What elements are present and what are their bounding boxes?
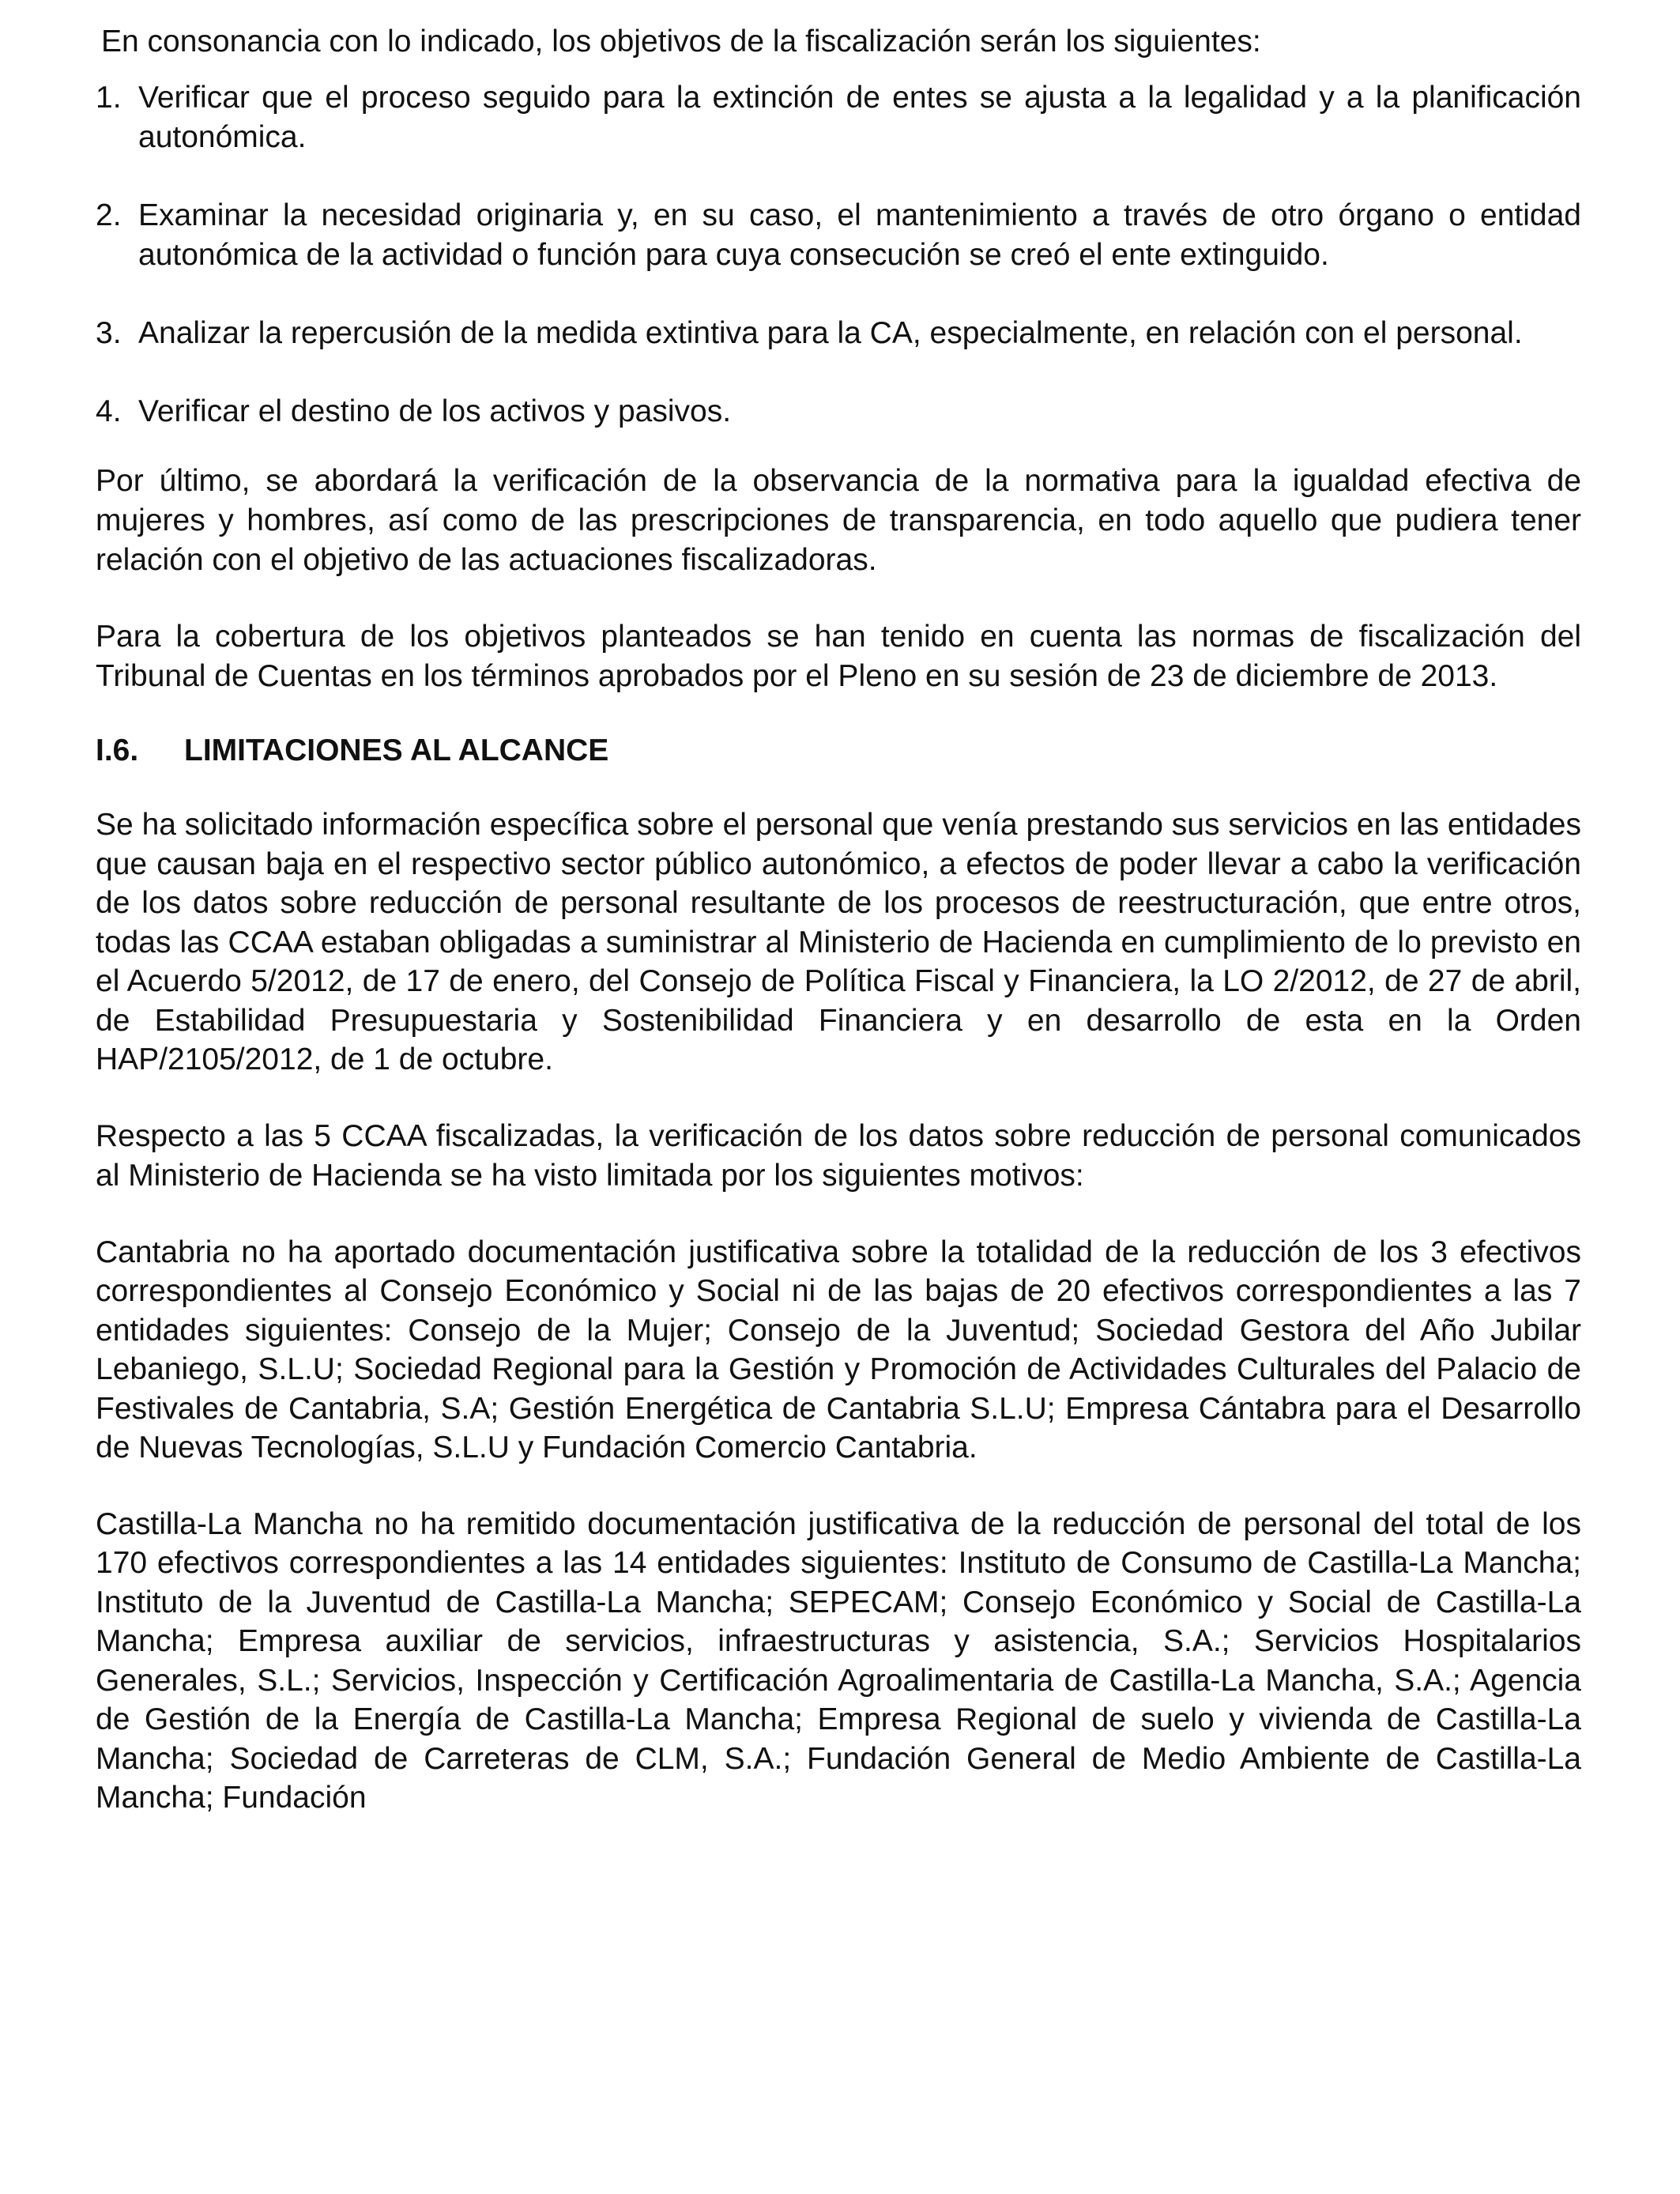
list-item xyxy=(96,78,1581,157)
list-item-text: Verificar el destino de los activos y pasivos. xyxy=(138,394,732,428)
list-item-number: 2. xyxy=(96,198,122,232)
information-request-paragraph: Se ha solicitado información específica sobre el personal que venía prestando sus servicios en las entidades que causan baja en el respectivo sector público autonómico, a efectos de poder llevar a cabo la verificación de los datos sobre reducción de personal resultante de los procesos de reestructuración, que entre otros, todas las CCAA estaban obligadas a suministrar al Ministerio de Hacienda en cumplimiento de lo previsto en el Acuerdo 5/2012, de 17 de enero, del Consejo de Política Fiscal y Financiera, la LO 2/2012, de 27 de abril, de Estabilidad Presupuestaria y Sostenibilidad Financiera y en desarrollo de esta en la Orden HAP/2105/2012, de 1 de octubre. xyxy=(96,808,1581,1076)
section-title: LIMITACIONES AL ALCANCE xyxy=(184,733,609,767)
list-item-text: Analizar la repercusión de la medida extintiva para la CA, especialmente, en relación con el personal. xyxy=(138,316,1523,350)
castilla-la-mancha-paragraph: Castilla-La Mancha no ha remitido documentación justificativa de la reducción de personal del total de los 170 efectivos correspondientes a las 14 entidades siguientes: Instituto de Consumo de Castilla-La Mancha; Instituto de la Juventud de Castilla-La Mancha; SEPECAM; Consejo Económico y Social de Castilla-La Mancha; Empresa auxiliar de servicios, infraestructuras y asistencia, S.A.; Servicios Hospitalarios Generales, S.L.; Servicios, Inspección y Certificación Agroalimentaria de Castilla-La Mancha, S.A.; Agencia de Gestión de la Energía de Castilla-La Mancha; Empresa Regional de suelo y vivienda de Castilla-La Mancha; Sociedad de Carreteras de CLM, S.A.; Fundación General de Medio Ambiente de Castilla-La Mancha; Fundación xyxy=(96,1506,1581,1815)
list-item xyxy=(96,314,1581,353)
list-item xyxy=(96,196,1581,275)
ccaa-paragraph: Respecto a las 5 CCAA fiscalizadas, la verificación de los datos sobre reducción de personal comunicados al Ministerio de Hacienda se ha visto limitada por los siguientes motivos: xyxy=(96,1118,1581,1193)
objectives-list xyxy=(96,78,1581,432)
standards-paragraph: Para la cobertura de los objetivos planteados se han tenido en cuenta las normas de fiscalización del Tribunal de Cuentas en los términos aprobados por el Pleno en su sesión de 23 de diciembre de 2013. xyxy=(96,620,1581,693)
list-item xyxy=(96,392,1581,432)
document-page xyxy=(96,22,1581,1855)
intro-paragraph: En consonancia con lo indicado, los objetivos de la fiscalización serán los siguientes: xyxy=(101,25,1261,58)
section-number: I.6. xyxy=(96,733,139,767)
list-item-number: 4. xyxy=(96,394,122,428)
cantabria-paragraph: Cantabria no ha aportado documentación justificativa sobre la totalidad de la reducción de los 3 efectivos correspondientes al Consejo Económico y Social ni de las bajas de 20 efectivos correspondientes a las 7 entidades siguientes: Consejo de la Mujer; Consejo de la Juventud; Sociedad Gestora del Año Jubilar Lebaniego, S.L.U; Sociedad Regional para la Gestión y Promoción de Actividades Culturales del Palacio de Festivales de Cantabria, S.A; Gestión Energética de Cantabria S.L.U; Empresa Cántabra para el Desarrollo de Nuevas Tecnologías, S.L.U y Fundación Comercio Cantabria. xyxy=(96,1235,1581,1465)
list-item-number: 1. xyxy=(96,81,122,115)
list-item-text: Verificar que el proceso seguido para la extinción de entes se ajusta a la legalidad y a la planificación autonómica. xyxy=(138,81,1581,154)
equality-paragraph: Por último, se abordará la verificación de la observancia de la normativa para la igualdad efectiva de mujeres y hombres, así como de las prescripciones de transparencia, en todo aquello que pudiera tener relación con el objetivo de las actuaciones fiscalizadoras. xyxy=(96,464,1581,577)
list-item-text: Examinar la necesidad originaria y, en su caso, el mantenimiento a través de otro órgano o entidad autonómica de la actividad o función para cuya consecución se creó el ente extinguido. xyxy=(138,198,1581,272)
list-item-number: 3. xyxy=(96,316,122,350)
section-heading xyxy=(96,731,1581,771)
